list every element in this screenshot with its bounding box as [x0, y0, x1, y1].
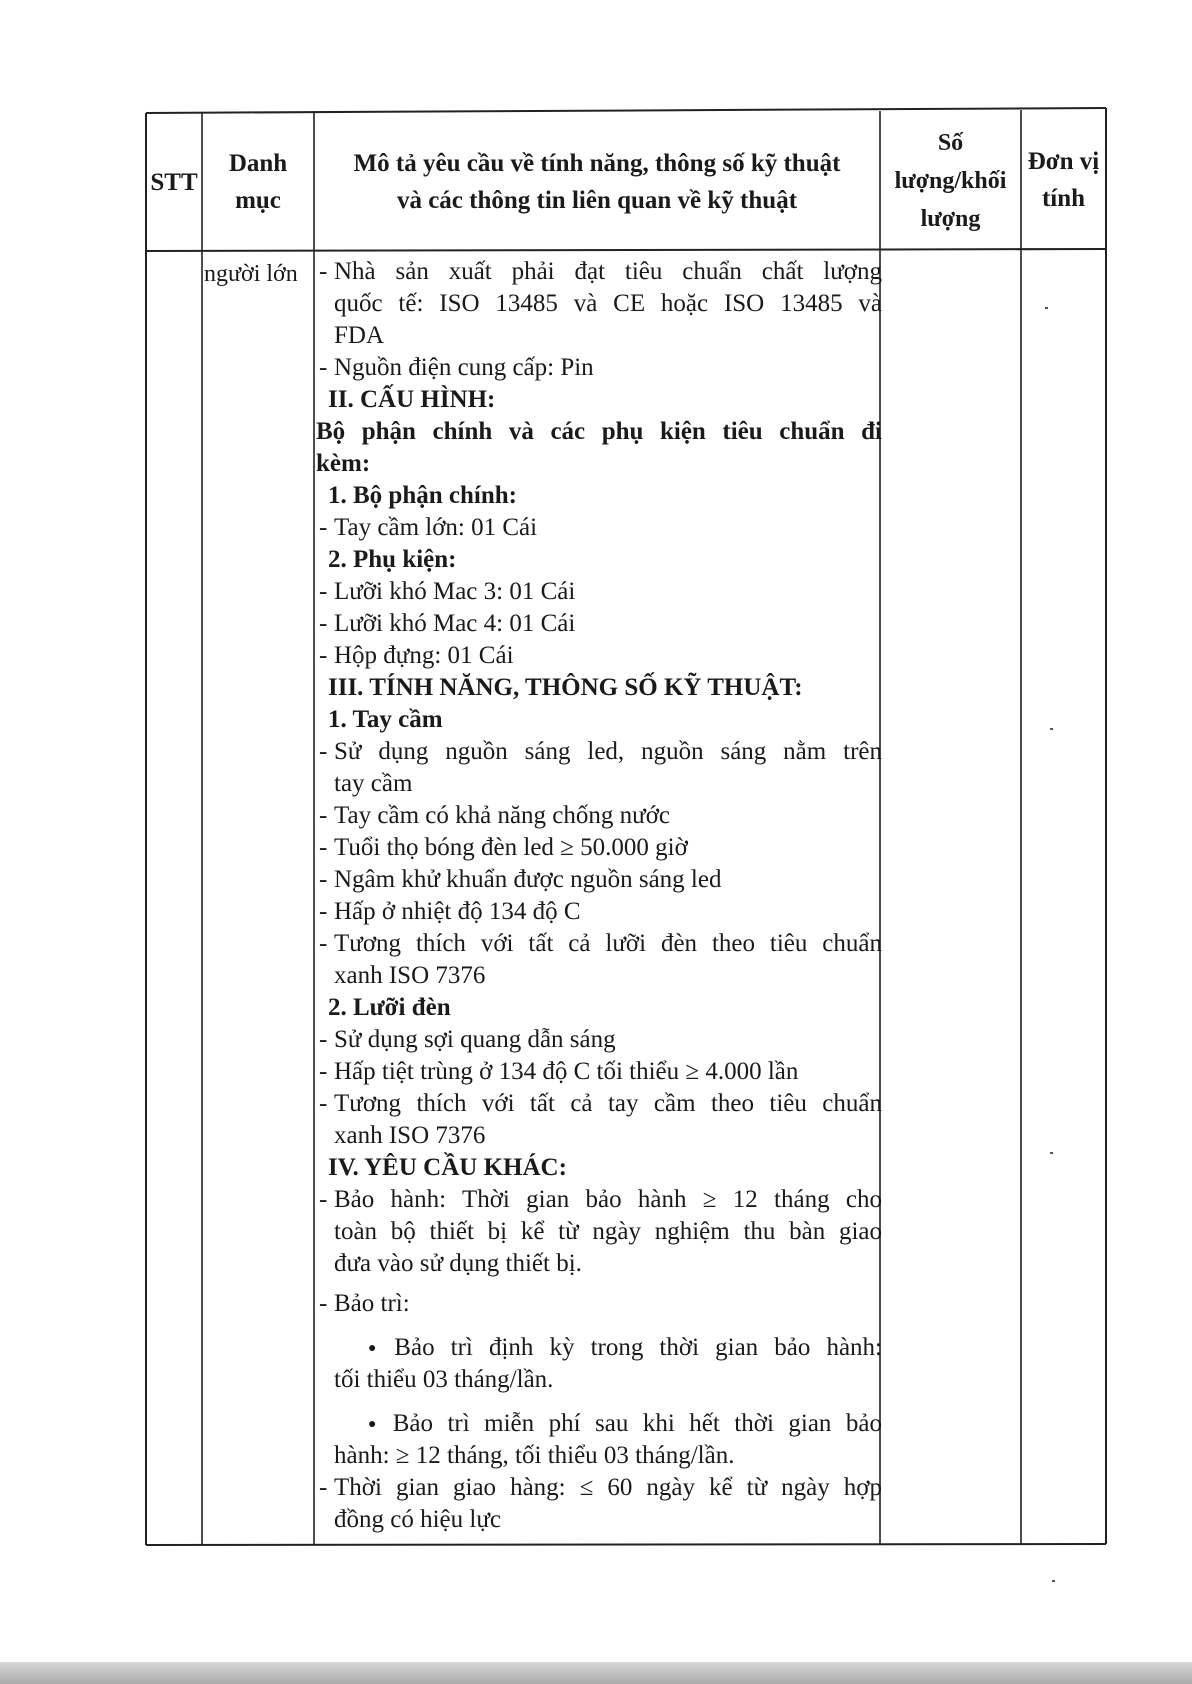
spec-line: - Sử dụng sợi quang dẫn sáng — [316, 1024, 882, 1056]
subsection-heading: 2. Lưỡi đèn — [328, 994, 451, 1021]
spec-line: - Nguồn điện cung cấp: Pin — [316, 352, 882, 384]
table-bottom-border — [146, 1544, 1106, 1545]
spec-line: - Thời gian giao hàng: ≤ 60 ngày kể từ ngày hợp — [316, 1472, 882, 1504]
spec-line: - Lưỡi khó Mac 3: 01 Cái — [316, 576, 882, 608]
spec-line: - Tuổi thọ bóng đèn led ≥ 50.000 giờ — [316, 832, 882, 864]
header-unit: Đơn vị tính — [1027, 147, 1100, 212]
bullet-line: ● Bảo trì miễn phí sau khi hết thời gian bảo — [316, 1408, 882, 1440]
spec-line: - Ngâm khử khuẩn được nguồn sáng led — [316, 864, 882, 896]
scan-edge-shadow — [0, 1662, 1192, 1684]
spec-line: tối thiểu 03 tháng/lần. — [334, 1366, 554, 1393]
header-description: Mô tả yêu cầu về tính năng, thông số kỹ thuật và các thông tin liên quan về kỹ thuật — [353, 149, 841, 214]
subsection-heading: 1. Bộ phận chính: — [328, 482, 517, 509]
spec-line: - Bảo trì: — [316, 1288, 882, 1320]
header-stt: STT — [150, 168, 198, 196]
spec-line: - Sử dụng nguồn sáng led, nguồn sáng nằm trên — [316, 736, 882, 768]
spec-line: Bộ phận chính và các phụ kiện tiêu chuẩn đi — [316, 418, 882, 445]
spec-line: toàn bộ thiết bị kể từ ngày nghiệm thu bàn giao — [334, 1218, 882, 1245]
spec-line: xanh ISO 7376 — [334, 962, 486, 989]
spec-line: - Hấp ở nhiệt độ 134 độ C — [316, 896, 882, 928]
spec-line: - Lưỡi khó Mac 4: 01 Cái — [316, 608, 882, 640]
row-description-cell — [316, 256, 882, 1536]
spec-line: kèm: — [316, 450, 371, 477]
spec-line: xanh ISO 7376 — [334, 1122, 486, 1149]
spec-line: - Tay cầm lớn: 01 Cái — [316, 512, 882, 544]
spec-line: - Hộp đựng: 01 Cái — [316, 640, 882, 672]
subsection-heading: 2. Phụ kiện: — [328, 546, 457, 573]
spec-line: - Nhà sản xuất phải đạt tiêu chuẩn chất lượng — [316, 256, 882, 288]
subsection-heading: 1. Tay cầm — [328, 706, 443, 733]
spec-line: - Tương thích với tất cả lưỡi đèn theo tiêu chuẩn — [316, 928, 882, 960]
section-heading: IV. YÊU CẦU KHÁC: — [328, 1154, 567, 1181]
spec-line: - Bảo hành: Thời gian bảo hành ≥ 12 tháng cho — [316, 1184, 882, 1216]
spec-line: - Tay cầm có khả năng chống nước — [316, 800, 882, 832]
spec-line: quốc tế: ISO 13485 và CE hoặc ISO 13485 và — [334, 290, 882, 317]
spec-line: - Hấp tiệt trùng ở 134 độ C tối thiểu ≥ 4.000 lần — [316, 1056, 882, 1088]
spec-line: FDA — [334, 322, 385, 349]
section-heading: II. CẤU HÌNH: — [328, 386, 496, 413]
header-category: Danh mục — [228, 150, 288, 214]
spec-line: đưa vào sử dụng thiết bị. — [334, 1250, 582, 1277]
spec-line: tay cầm — [334, 770, 413, 797]
spec-line: đồng có hiệu lực — [334, 1506, 501, 1533]
row-category-cell: người lớn — [204, 261, 298, 287]
header-quantity: Số lượng/khối lượng — [894, 129, 1007, 232]
bullet-line: ● Bảo trì định kỳ trong thời gian bảo hành: — [316, 1332, 882, 1364]
spec-line: hành: ≥ 12 tháng, tối thiểu 03 tháng/lần. — [334, 1442, 735, 1469]
spec-line: - Tương thích với tất cả tay cầm theo tiêu chuẩn — [316, 1088, 882, 1120]
section-heading: III. TÍNH NĂNG, THÔNG SỐ KỸ THUẬT: — [328, 674, 803, 701]
